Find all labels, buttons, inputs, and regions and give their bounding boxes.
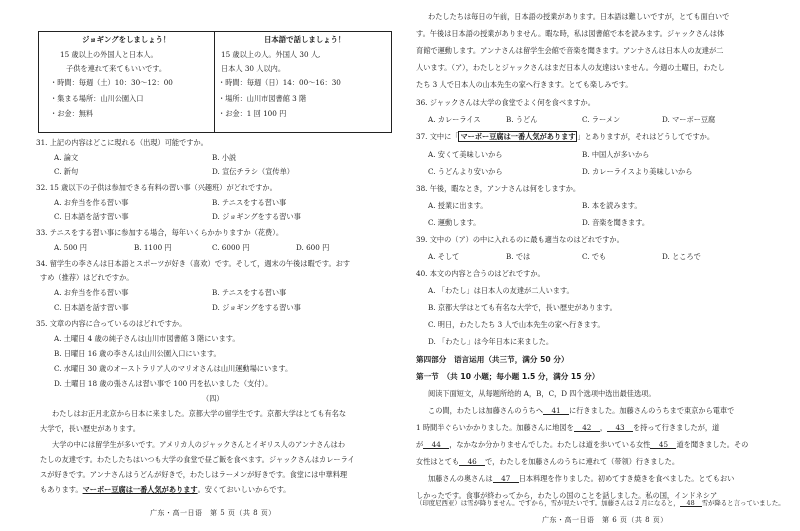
passage-line: 大学で，長い歴史があります。: [40, 424, 140, 433]
passage-line: たち 3 人で日本人の山本先生の家へ行きます。とても楽しみです。: [416, 80, 633, 89]
option: C. 水曜日 30 歳のオーストラリア人のマリオさんは山川運動場にいます。: [54, 364, 293, 373]
question-32: 32. 15 歳以下の子供は参加できる有料の習い事（兴趣班）がどれですか。: [36, 183, 277, 192]
option: D. マーボー豆腐: [662, 115, 716, 124]
question-34-cont: すめ（推荐）はどれですか。: [40, 273, 134, 282]
option: A. カレーライス: [428, 115, 481, 124]
option: B. 京都大学はとても有名な大学で，長い歴史があります。: [428, 303, 617, 312]
option: B. 本を読みます。: [582, 201, 642, 210]
option: C. うどんより安いから: [428, 167, 503, 176]
option: A. お弁当を作る習い事: [54, 288, 129, 297]
passage-line: スが好きです。アンナさんはうどんが好きで，わたしはラーメンが好きです。食堂には中華料理: [40, 470, 348, 479]
question-38: 38. 午後，暇なとき，アンナさんは何をしますか。: [416, 184, 581, 193]
option: D. 土曜日 18 歳の張さんは習い事で 100 円を払いました（支付）。: [54, 379, 273, 388]
option: D. 音楽を聞きます。: [582, 218, 650, 227]
right-page: [400, 0, 800, 531]
box-left-line: ・時間：毎週（土）10：30～12：00: [50, 78, 173, 87]
blank-44: 44: [423, 441, 449, 449]
section-heading: 第一节 （共 10 小题；每小题 1.5 分，满分 15 分）: [416, 372, 600, 381]
option: B. テニスをする習い事: [212, 198, 287, 207]
option: D. 宣伝チラシ（宣传单）: [212, 167, 294, 176]
cloze-line: この間，わたしは加藤さんのうちへ 41 に行きました。加藤さんのうちまで東京から電車で: [428, 406, 735, 415]
option: C. でも: [582, 252, 607, 261]
blank-47: 47: [493, 475, 519, 483]
jogging-title: ジョギングをしましょう！: [82, 35, 171, 44]
box-right-line: ・時間：毎週（日）14：00～16：30: [218, 78, 341, 87]
question-35: 35. 文章の内容に合っているのはどれですか。: [36, 319, 187, 328]
blank-46: 46: [459, 458, 485, 466]
option: A. 「わたし」は日本人の友達が二人います。: [428, 286, 574, 295]
blank-42: 42: [574, 424, 600, 432]
box-divider: [214, 32, 215, 132]
option: B. 小説: [212, 153, 237, 162]
boxed-quote: マーボー豆腐は一番人気があります: [460, 132, 576, 141]
speaking-title: 日本語で話しましょう！: [264, 35, 346, 44]
option: B. 中国人が多いから: [582, 150, 650, 159]
passage-line: わたしたちは毎日の午前，日本語の授業があります。日本語は難しいですが，とても面白いで: [428, 12, 730, 21]
option: A. 安くて美味しいから: [428, 150, 503, 159]
question-34: 34. 留学生の李さんは日本語とスポーツが好き（喜欢）です。そして，週末の午後は暇です。おす: [36, 259, 351, 268]
option: C. ラーメン: [582, 115, 621, 124]
cloze-line: 1 時間半ぐらいかかりました。加藤さんに地図を 42 ， 43 を持って行きましたが，道: [416, 423, 720, 432]
passage-line: たしの友達です。わたしたちはいつも大学の食堂で昼ご飯を食べます。ジャックさんはカレーライ: [40, 455, 355, 464]
instruction: 阅读下面短文，从每题所给的 A，B，C，D 四个选项中选出最佳选项。: [428, 389, 656, 398]
section-heading: （四）: [202, 394, 224, 403]
option: D. 600 円: [296, 243, 330, 252]
option: A. 土曜日 4 歳の純子さんは山川市図書館 3 階にいます。: [54, 334, 240, 343]
box-right-line: 日本人 30 人以内。: [221, 64, 286, 73]
box-left-line: 15 歳以上の外国人と日本人。: [60, 50, 158, 59]
option: B. 1100 円: [134, 243, 172, 252]
option: D. 「わたし」は今年日本に来ました。: [428, 337, 554, 346]
page-footer: 广东・高一日语 第 6 页（共 8 页）: [542, 516, 668, 524]
option: C. 明日，わたしたち 3 人で山本先生の家へ行きます。: [428, 320, 605, 329]
passage-line: わたしはお正月北京から日本に来ました。京都大学の留学生です。京都大学はとても有名な: [52, 409, 347, 418]
blank-45: 45: [650, 441, 676, 449]
option: D. ところで: [662, 252, 701, 261]
box-left-line: 子供を連れて来てもいいです。: [66, 64, 167, 73]
blank-41: 41: [543, 407, 569, 415]
option: B. うどん: [506, 115, 538, 124]
cloze-line: しかったです。食事が終わってから，わたしの国のことを話しました。私の国，インドネシア: [416, 491, 718, 500]
option: B. テニスをする習い事: [212, 288, 287, 297]
option: B. では: [506, 252, 531, 261]
question-31: 31. 上記の内容はどこに現れる（出現）可能ですか。: [36, 138, 208, 147]
option: A. 授業に出ます。: [428, 201, 488, 210]
question-36: 36. ジャックさんは大学の食堂でよく何を食べますか。: [416, 98, 595, 107]
option: B. 日曜日 16 歳の李さんは山川公園入口にいます。: [54, 349, 221, 358]
option: D. ジョギングをする習い事: [212, 212, 301, 221]
option: D. カレーライスより美味しいから: [582, 167, 693, 176]
box-left-line: ・お金：無料: [50, 109, 94, 118]
passage-line: 大学の中には留学生が多いです。アメリカ人のジャックさんとイギリス人のアンナさんはわ: [52, 440, 346, 449]
blank-48: 48: [680, 500, 702, 507]
question-39: 39. 文中の（ア）の中に入れるのに最も適当なのはどれですか。: [416, 235, 624, 244]
passage-line: 育館で運動します。アンナさんは留学生会館で音楽を聞きます。アンナさんは日本人の友達が二: [416, 46, 724, 55]
question-37: 37. 文中に「 マーボー豆腐は一番人気があります 」とありますが，それはどうしてですか。: [416, 132, 715, 141]
part-heading: 第四部分 语言运用（共三节，满分 50 分）: [416, 355, 569, 364]
option: A. 論文: [54, 153, 79, 162]
blank-43: 43: [607, 424, 633, 432]
option: A. 500 円: [54, 243, 87, 252]
cloze-line: が 44 ，なかなか分かりませんでした。わたしは道を歩いている女性 45 道を聞きました。その: [416, 440, 749, 449]
passage-line: もあります。マーボー豆腐は一番人気があります。安くておいしいからです。: [40, 485, 291, 494]
box-right-line: ・場所：山川市図書館 3 階: [218, 94, 307, 103]
option: A. そして: [428, 252, 460, 261]
question-33: 33. テニスをする習い事に参加する場合，毎年いくらかかりますか（花费）。: [36, 228, 284, 237]
passage-line: 人います。（ア），わたしとジャックさんはまだ日本人の友達はいません。今週の土曜日，わたし: [416, 63, 725, 72]
option: C. 日本語を話す習い事: [54, 303, 129, 312]
option: C. 新句: [54, 167, 79, 176]
cloze-line: 女性はとても 46 で，わたしを加藤さんのうちに連れて（带领）行きました。: [416, 457, 680, 466]
box-left-line: ・集まる場所：山川公園入口: [50, 94, 144, 103]
option: C. 6000 円: [212, 243, 250, 252]
box-right-line: 15 歳以上の人。外国人 30 人,: [221, 50, 321, 59]
cloze-line: 加藤さんの奥さんは 47 日本料理を作りました。初めてすき焼きを食べました。とてもおい: [428, 474, 735, 483]
option: D. ジョギングをする習い事: [212, 303, 301, 312]
question-40: 40. 本文の内容と合うのはどれですか。: [416, 269, 545, 278]
option: A. お弁当を作る習い事: [54, 198, 129, 207]
underlined-sentence: マーボー豆腐は一番人気があります: [82, 485, 198, 494]
cloze-line: （印度尼西亚）は雪が降りません。ですから，雪が見たいです。加藤さんは 2 月になると， 48 雪が降ると言っていました。: [416, 499, 785, 507]
option: C. 運動します。: [428, 218, 481, 227]
option: C. 日本語を話す習い事: [54, 212, 129, 221]
box-right-line: ・お金：1 回 100 円: [218, 109, 287, 118]
page-footer: 广东・高一日语 第 5 页（共 8 页）: [150, 509, 276, 517]
passage-line: す。午後は日本語の授業がありません。暇な時，私は図書館で本を読みます。ジャックさんは体: [416, 29, 725, 38]
